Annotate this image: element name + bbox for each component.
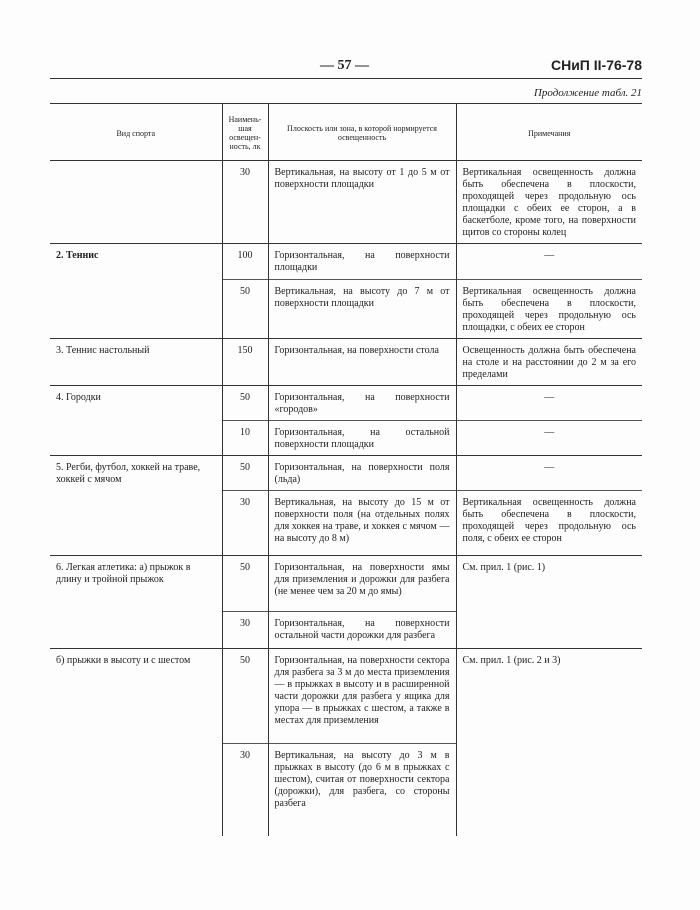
table-row (50, 161, 642, 244)
table-row (50, 244, 642, 280)
plane-cell: Горизонтальная, на поверхности «городов» (268, 386, 456, 421)
lux-cell: 30 (222, 491, 268, 556)
plane-cell: Горизонтальная, на поверхности ямы для приземления и дорожки для разбега (не менее чем за 20 м до ямы) (268, 556, 456, 612)
lux-cell: 10 (222, 421, 268, 456)
note-cell: — (456, 386, 642, 421)
header-lux: Наимень-шая освещен-ность, лк (222, 104, 268, 161)
plane-cell: Вертикальная, на высоту до 3 м в прыжках в высоту (до 6 м в прыжках с шестом), считая от поверхности сектора (дорожки), для разбега, со стороны разбега (268, 744, 456, 836)
note-cell: Вертикальная освещенность должна быть обеспечена в плоскости, проходящей через продольную ось площадки, с обеих ее сторон (456, 280, 642, 339)
plane-cell: Горизонтальная, на остальной поверхности площадки (268, 421, 456, 456)
page-number: — 57 — (320, 58, 369, 73)
document-code: СНиП II-76-78 (550, 57, 642, 73)
note-cell: Вертикальная освещенность должна быть обеспечена в плоскости, проходящей через продольную ось площадки с обеих ее сторон, а в баскетболе, кроме того, на поверхности щитов со стороны колец (456, 161, 642, 244)
note-cell: Вертикальная освещенность должна быть обеспечена в плоскости, проходящей через продольную ось поля, с обеих ее сторон (456, 491, 642, 556)
lux-cell: 100 (222, 244, 268, 280)
sport-cell: 3. Теннис настольный (50, 339, 222, 386)
lux-cell: 50 (222, 649, 268, 744)
lux-cell: 30 (222, 744, 268, 836)
header-rule (50, 78, 642, 79)
sport-cell: 6. Легкая атлетика: а) прыжок в длину и тройной прыжок (50, 556, 222, 649)
lighting-norms-table (50, 103, 642, 836)
sport-cell: 2. Теннис (50, 244, 222, 339)
plane-cell: Горизонтальная, на поверхности площадки (268, 244, 456, 280)
plane-cell: Горизонтальная, на поверхности сектора для разбега за 3 м до места приземления — в прыжках в высоту и в расширенной части дорожки для разбега у ящика для упора — в прыжках с шестом, а также в местах для приземления (268, 649, 456, 744)
note-cell: См. прил. 1 (рис. 1) (456, 556, 642, 649)
lux-cell: 30 (222, 161, 268, 244)
note-cell: Освещенность должна быть обеспечена на столе и на расстоянии до 2 м за его пределами (456, 339, 642, 386)
lux-cell: 50 (222, 456, 268, 491)
note-cell: — (456, 244, 642, 280)
sport-cell: б) прыжки в высоту и с шестом (50, 649, 222, 836)
table-continuation-label: Продолжение табл. 21 (533, 87, 642, 99)
plane-cell: Горизонтальная, на поверхности поля (льда) (268, 456, 456, 491)
table-row (50, 556, 642, 612)
header-plane: Плоскость или зона, в которой нормируется освещенность (268, 104, 456, 161)
table-row (50, 386, 642, 421)
table-row (50, 339, 642, 386)
note-cell: — (456, 421, 642, 456)
lux-cell: 150 (222, 339, 268, 386)
lux-cell: 50 (222, 386, 268, 421)
sport-cell: 5. Регби, футбол, хоккей на траве, хоккей с мячом (50, 456, 222, 556)
lux-cell: 50 (222, 280, 268, 339)
table-row (50, 456, 642, 491)
plane-cell: Горизонтальная, на поверхности стола (268, 339, 456, 386)
plane-cell: Вертикальная, на высоту от 1 до 5 м от поверхности площадки (274, 167, 450, 190)
header-notes: Примечания (456, 104, 642, 161)
lux-cell: 30 (222, 612, 268, 649)
table-row (50, 649, 642, 744)
table-header (50, 104, 642, 161)
plane-cell: Вертикальная, на высоту до 15 м от поверхности поля (на отдельных полях для хоккея на траве, и хоккея с мячом — на высоту до 8 м) (268, 491, 456, 556)
note-cell: См. прил. 1 (рис. 2 и 3) (456, 649, 642, 836)
note-cell: — (456, 456, 642, 491)
sport-cell: 4. Городки (50, 386, 222, 456)
lux-cell: 50 (222, 556, 268, 612)
header-sport: Вид спорта (50, 104, 222, 161)
plane-cell: Горизонтальная, на поверхности остальной части дорожки для разбега (268, 612, 456, 649)
plane-cell: Вертикальная, на высоту до 7 м от поверхности площадки (268, 280, 456, 339)
